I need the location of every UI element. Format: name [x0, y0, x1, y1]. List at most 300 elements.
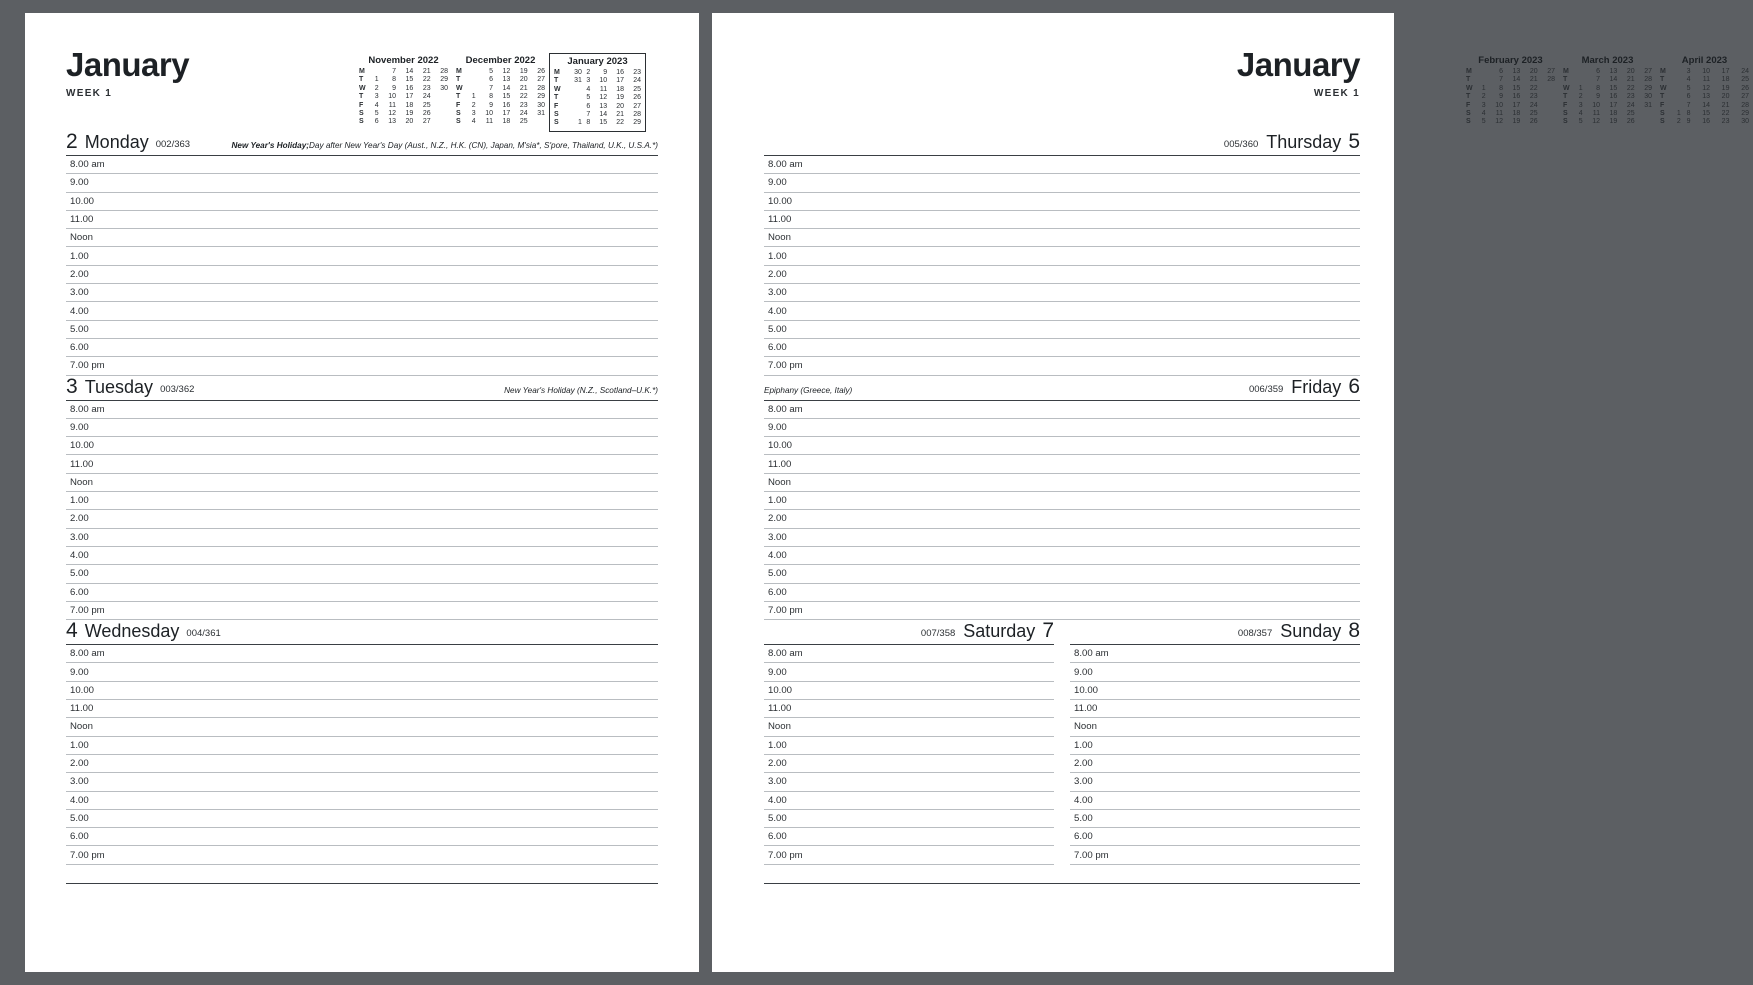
- time-slot[interactable]: [764, 211, 1360, 229]
- mini-calendar-day[interactable]: 23: [633, 69, 641, 76]
- mini-calendar-day[interactable]: 2: [374, 84, 379, 92]
- mini-calendar-day[interactable]: 27: [1644, 68, 1652, 75]
- mini-calendar-day[interactable]: 21: [1529, 76, 1538, 84]
- mini-calendar-day[interactable]: 9: [489, 101, 493, 109]
- mini-calendar-day[interactable]: 6: [1596, 68, 1600, 75]
- mini-calendar-day[interactable]: 10: [388, 93, 396, 101]
- mini-calendar-day[interactable]: 16: [405, 84, 414, 92]
- mini-calendar-day[interactable]: 1: [471, 93, 476, 101]
- mini-calendar-day[interactable]: 22: [616, 119, 625, 127]
- mini-calendar-day[interactable]: 1: [1481, 84, 1486, 92]
- mini-calendar-day[interactable]: 5: [374, 110, 379, 118]
- mini-calendar-day[interactable]: 2: [1578, 93, 1583, 101]
- mini-calendar-day[interactable]: 27: [422, 118, 431, 126]
- time-slot[interactable]: [764, 700, 1054, 718]
- mini-calendar-day[interactable]: [1538, 118, 1555, 126]
- mini-calendar-day[interactable]: 15: [502, 93, 511, 101]
- mini-calendar-day[interactable]: 23: [422, 84, 431, 92]
- mini-calendar-day[interactable]: 1: [1578, 84, 1583, 92]
- mini-calendar-day[interactable]: 28: [633, 111, 641, 119]
- time-slot[interactable]: [66, 602, 658, 620]
- time-slot[interactable]: [66, 247, 658, 265]
- mini-calendar-day[interactable]: 29: [440, 76, 448, 84]
- time-slot[interactable]: [66, 547, 658, 565]
- mini-calendar-day[interactable]: 14: [599, 111, 608, 119]
- mini-calendar-day[interactable]: 22: [1626, 84, 1635, 92]
- mini-calendar-day[interactable]: 15: [1512, 84, 1521, 92]
- mini-calendar-day[interactable]: 7: [489, 84, 493, 92]
- mini-calendar-day[interactable]: 10: [1592, 101, 1600, 109]
- time-slot[interactable]: [764, 266, 1360, 284]
- mini-calendar-day[interactable]: 26: [537, 68, 545, 75]
- mini-calendar-day[interactable]: 4: [1578, 110, 1583, 118]
- mini-calendar-day[interactable]: 18: [616, 85, 625, 93]
- mini-calendar-day[interactable]: 15: [405, 76, 414, 84]
- mini-calendar-day[interactable]: 17: [616, 77, 625, 85]
- time-slot[interactable]: [66, 773, 658, 791]
- mini-calendar-day[interactable]: 5: [1578, 118, 1583, 126]
- mini-calendar-day[interactable]: 2: [586, 69, 591, 76]
- mini-calendar-day[interactable]: [1671, 93, 1681, 101]
- mini-calendar-day[interactable]: 23: [519, 101, 528, 109]
- mini-calendar-day[interactable]: 22: [422, 76, 431, 84]
- mini-calendar-day[interactable]: [1635, 118, 1652, 126]
- time-slot[interactable]: [66, 174, 658, 192]
- mini-calendar-day[interactable]: 7: [1499, 76, 1503, 84]
- mini-calendar-day[interactable]: 25: [1741, 76, 1749, 84]
- mini-calendar-day[interactable]: 5: [586, 94, 591, 102]
- mini-calendar-day[interactable]: 10: [599, 77, 608, 85]
- time-slot[interactable]: [66, 492, 658, 510]
- time-slot[interactable]: [66, 510, 658, 528]
- mini-calendar-day[interactable]: [1538, 85, 1555, 93]
- time-slot[interactable]: [66, 211, 658, 229]
- mini-calendar-day[interactable]: 27: [1547, 68, 1555, 75]
- mini-calendar-day[interactable]: 13: [1609, 68, 1618, 75]
- mini-calendar-day[interactable]: 21: [1626, 76, 1635, 84]
- time-slot[interactable]: [66, 339, 658, 357]
- mini-calendar-day[interactable]: 29: [1741, 110, 1749, 118]
- time-slot[interactable]: [66, 529, 658, 547]
- mini-calendar-day[interactable]: [1671, 85, 1681, 93]
- mini-calendar-day[interactable]: 25: [519, 118, 528, 126]
- mini-calendar-day[interactable]: 11: [1702, 76, 1710, 84]
- mini-calendar-day[interactable]: 23: [1626, 93, 1635, 101]
- mini-calendar-day[interactable]: 22: [1529, 84, 1538, 92]
- mini-calendar-day[interactable]: 19: [1609, 118, 1618, 126]
- mini-calendar-day[interactable]: [431, 93, 448, 101]
- time-slot[interactable]: [764, 455, 1360, 473]
- mini-calendar-day[interactable]: 11: [388, 101, 396, 109]
- mini-calendar-day[interactable]: 10: [1495, 101, 1503, 109]
- time-slot[interactable]: [66, 828, 658, 846]
- time-slot[interactable]: [66, 455, 658, 473]
- mini-calendar-day[interactable]: 25: [633, 85, 641, 93]
- time-slot[interactable]: [66, 419, 658, 437]
- mini-calendar-day[interactable]: 12: [1592, 118, 1600, 126]
- time-slot[interactable]: [764, 828, 1054, 846]
- mini-calendar-day[interactable]: 8: [392, 76, 396, 84]
- mini-calendar-day[interactable]: 8: [1596, 84, 1600, 92]
- mini-calendar-day[interactable]: 30: [1741, 118, 1749, 126]
- time-slot[interactable]: [66, 401, 658, 419]
- mini-calendar-day[interactable]: 25: [422, 101, 431, 109]
- mini-calendar-day[interactable]: [1671, 68, 1681, 76]
- mini-calendar-day[interactable]: 2: [471, 101, 476, 109]
- mini-calendar-day[interactable]: 30: [574, 69, 582, 76]
- mini-calendar-day[interactable]: 31: [537, 110, 545, 118]
- time-slot[interactable]: [764, 584, 1360, 602]
- mini-calendar-day[interactable]: [431, 102, 448, 110]
- mini-calendar-day[interactable]: [1671, 102, 1681, 110]
- mini-calendar-day[interactable]: 16: [1609, 93, 1618, 101]
- mini-calendar-day[interactable]: [1574, 68, 1583, 76]
- mini-calendar-title: March 2023: [1581, 55, 1634, 66]
- mini-calendar-day[interactable]: 9: [603, 69, 608, 76]
- mini-calendar-day[interactable]: 12: [1495, 118, 1503, 126]
- mini-calendar-day[interactable]: 19: [1512, 118, 1521, 126]
- mini-calendar-day[interactable]: [565, 94, 582, 102]
- mini-calendar-day[interactable]: 6: [586, 102, 591, 110]
- mini-calendar-day[interactable]: 20: [1721, 93, 1730, 101]
- mini-calendar-day[interactable]: 23: [1721, 118, 1730, 126]
- mini-calendar-day[interactable]: [565, 103, 582, 111]
- mini-calendar-day[interactable]: 21: [616, 111, 625, 119]
- mini-calendar-day[interactable]: 24: [1529, 101, 1538, 109]
- mini-calendar-day[interactable]: 11: [599, 85, 608, 93]
- time-slot[interactable]: [1070, 846, 1360, 864]
- mini-calendar-day[interactable]: 19: [616, 94, 625, 102]
- time-slot[interactable]: [764, 284, 1360, 302]
- mini-calendar-day[interactable]: 31: [1644, 101, 1652, 109]
- mini-calendar-day[interactable]: 10: [1702, 68, 1710, 75]
- time-slot[interactable]: [66, 357, 658, 375]
- mini-calendar-day[interactable]: 28: [440, 68, 448, 75]
- mini-calendar-day[interactable]: 4: [586, 85, 591, 93]
- mini-calendar-day[interactable]: 27: [1741, 93, 1749, 101]
- holiday-note: New Year's Holiday (N.Z., Scotland–U.K.*): [504, 385, 658, 395]
- time-slot[interactable]: [66, 810, 658, 828]
- mini-calendar-day[interactable]: 7: [586, 111, 591, 119]
- mini-calendar-day[interactable]: 16: [502, 101, 511, 109]
- mini-calendar-day[interactable]: 10: [485, 110, 493, 118]
- mini-calendar-day[interactable]: 6: [1686, 93, 1691, 101]
- time-slot[interactable]: [1070, 755, 1360, 773]
- time-slot[interactable]: [66, 302, 658, 320]
- mini-calendar-day[interactable]: [565, 111, 582, 119]
- time-slot[interactable]: [1070, 828, 1360, 846]
- mini-calendar-day[interactable]: 26: [1626, 118, 1635, 126]
- mini-calendar-day[interactable]: [528, 118, 545, 126]
- mini-calendar-day[interactable]: 16: [1702, 118, 1710, 126]
- mini-calendar-day[interactable]: 16: [1512, 93, 1521, 101]
- time-slot[interactable]: [764, 565, 1360, 583]
- mini-calendar-day[interactable]: 26: [422, 110, 431, 118]
- time-slot[interactable]: [764, 247, 1360, 265]
- mini-calendar-dow: T: [456, 76, 461, 84]
- mini-calendar-day[interactable]: 6: [1499, 68, 1503, 75]
- mini-calendar-day[interactable]: 28: [537, 84, 545, 92]
- mini-calendar-day[interactable]: 20: [519, 76, 528, 84]
- time-slot[interactable]: [66, 229, 658, 247]
- mini-calendar-day[interactable]: [1477, 68, 1486, 76]
- mini-calendar-day[interactable]: 28: [1547, 76, 1555, 84]
- mini-calendar-day[interactable]: [431, 118, 448, 126]
- mini-calendar-day[interactable]: 9: [1686, 118, 1691, 126]
- mini-calendar-day[interactable]: 13: [388, 118, 396, 126]
- mini-calendar-day[interactable]: 25: [1529, 110, 1538, 118]
- mini-calendar-day[interactable]: 19: [519, 68, 528, 75]
- mini-calendar-day[interactable]: 9: [1596, 93, 1600, 101]
- time-slot[interactable]: [764, 529, 1360, 547]
- mini-calendar-day[interactable]: 12: [388, 110, 396, 118]
- time-slot[interactable]: [764, 419, 1360, 437]
- mini-calendar-day[interactable]: 9: [392, 84, 396, 92]
- mini-calendar-day[interactable]: 4: [471, 118, 476, 126]
- mini-calendar-day[interactable]: 3: [1578, 101, 1583, 109]
- mini-calendar-day[interactable]: 30: [440, 84, 448, 92]
- mini-calendar-day[interactable]: 22: [1721, 110, 1730, 118]
- mini-calendar-day[interactable]: 27: [537, 76, 545, 84]
- time-slot[interactable]: [66, 565, 658, 583]
- mini-calendar-day[interactable]: 25: [1626, 110, 1635, 118]
- mini-calendar-day[interactable]: 7: [392, 68, 396, 75]
- time-slot[interactable]: [66, 792, 658, 810]
- time-slot[interactable]: [764, 718, 1054, 736]
- mini-calendar-day[interactable]: [467, 76, 476, 84]
- mini-calendar-day[interactable]: 30: [537, 101, 545, 109]
- time-slot[interactable]: [764, 156, 1360, 174]
- time-slot[interactable]: [66, 645, 658, 663]
- mini-calendar-day[interactable]: [467, 68, 476, 76]
- mini-calendar-day[interactable]: 3: [374, 93, 379, 101]
- mini-calendar-grid: [1563, 68, 1652, 127]
- time-slot[interactable]: [764, 474, 1360, 492]
- time-slot[interactable]: [1070, 810, 1360, 828]
- time-slot[interactable]: [66, 700, 658, 718]
- mini-calendar-day[interactable]: 24: [519, 110, 528, 118]
- mini-calendar-day[interactable]: 15: [1702, 110, 1710, 118]
- mini-calendar-day[interactable]: 18: [502, 118, 511, 126]
- mini-calendar-day[interactable]: 17: [1721, 68, 1730, 75]
- mini-calendar-day[interactable]: 15: [599, 119, 608, 127]
- mini-calendar-day[interactable]: 8: [1686, 110, 1691, 118]
- mini-calendar-day[interactable]: 21: [1721, 101, 1730, 109]
- mini-calendar-day[interactable]: 4: [1481, 110, 1486, 118]
- mini-calendar-day[interactable]: 8: [586, 119, 591, 127]
- time-slot[interactable]: [764, 810, 1054, 828]
- mini-calendar-day[interactable]: [1477, 76, 1486, 84]
- mini-calendar-day[interactable]: 3: [1481, 101, 1486, 109]
- time-slot[interactable]: [1070, 663, 1360, 681]
- mini-calendar-day[interactable]: 1: [374, 76, 379, 84]
- time-slot[interactable]: [764, 229, 1360, 247]
- time-slot[interactable]: [66, 266, 658, 284]
- time-slot[interactable]: [1070, 737, 1360, 755]
- mini-calendar-day[interactable]: 3: [1686, 68, 1691, 75]
- time-slot[interactable]: [764, 846, 1054, 864]
- mini-calendar-day[interactable]: 14: [405, 68, 414, 75]
- mini-calendar-day[interactable]: 13: [502, 76, 511, 84]
- time-slot[interactable]: [764, 174, 1360, 192]
- time-slot[interactable]: [764, 357, 1360, 375]
- mini-calendar-day[interactable]: 16: [616, 69, 625, 76]
- time-slot[interactable]: [66, 718, 658, 736]
- time-slot[interactable]: [66, 156, 658, 174]
- mini-calendar-day[interactable]: 3: [471, 110, 476, 118]
- time-slot[interactable]: [764, 682, 1054, 700]
- mini-calendar-day[interactable]: 22: [519, 93, 528, 101]
- mini-calendar-day[interactable]: 13: [1702, 93, 1710, 101]
- mini-calendar-day[interactable]: 14: [1702, 101, 1710, 109]
- mini-calendar-day[interactable]: 26: [1529, 118, 1538, 126]
- mini-calendar-day[interactable]: 5: [489, 68, 493, 75]
- mini-calendar-row: [359, 102, 448, 110]
- time-slot[interactable]: [1070, 645, 1360, 663]
- mini-calendar-day[interactable]: 18: [405, 101, 414, 109]
- mini-calendar-day[interactable]: 14: [502, 84, 511, 92]
- mini-calendar-day[interactable]: 4: [374, 101, 379, 109]
- mini-calendar-day[interactable]: 11: [1495, 110, 1503, 118]
- mini-calendar-day[interactable]: 5: [1686, 84, 1691, 92]
- mini-calendar-day[interactable]: 24: [1741, 68, 1749, 75]
- time-slot[interactable]: [1070, 718, 1360, 736]
- time-slot[interactable]: [764, 437, 1360, 455]
- time-slot[interactable]: [1070, 682, 1360, 700]
- mini-calendar-day[interactable]: 28: [1741, 101, 1749, 109]
- mini-calendar-day[interactable]: 2: [1481, 93, 1486, 101]
- time-slot[interactable]: [66, 437, 658, 455]
- mini-calendar-day[interactable]: 17: [1609, 101, 1618, 109]
- mini-calendar-day[interactable]: 15: [1609, 84, 1618, 92]
- mini-calendar-day[interactable]: 19: [1721, 84, 1730, 92]
- mini-calendar-day[interactable]: 29: [1644, 84, 1652, 92]
- mini-calendar-day[interactable]: 24: [633, 77, 641, 85]
- time-slot[interactable]: [764, 755, 1054, 773]
- time-slot[interactable]: [66, 737, 658, 755]
- mini-calendar-day[interactable]: [1538, 110, 1555, 118]
- time-slot[interactable]: [66, 284, 658, 302]
- mini-calendar-day[interactable]: 7: [1596, 76, 1600, 84]
- time-slot[interactable]: [1070, 792, 1360, 810]
- mini-calendar-day[interactable]: 6: [489, 76, 493, 84]
- time-slot[interactable]: [66, 584, 658, 602]
- mini-calendar-day[interactable]: 17: [405, 93, 414, 101]
- time-slot[interactable]: [764, 663, 1054, 681]
- time-slot[interactable]: [66, 193, 658, 211]
- time-slot[interactable]: [66, 321, 658, 339]
- time-slot[interactable]: [66, 755, 658, 773]
- mini-calendar-day[interactable]: [1635, 110, 1652, 118]
- time-slot[interactable]: [66, 682, 658, 700]
- mini-calendar-day[interactable]: 18: [1609, 110, 1618, 118]
- mini-calendar-day[interactable]: 11: [1592, 110, 1600, 118]
- mini-calendar-day[interactable]: [1538, 102, 1555, 110]
- mini-calendar-day[interactable]: 3: [586, 77, 591, 85]
- mini-calendar-day[interactable]: 5: [1481, 118, 1486, 126]
- mini-calendar-day[interactable]: 26: [633, 94, 641, 102]
- mini-calendar-day[interactable]: 7: [1686, 101, 1691, 109]
- mini-calendar-day[interactable]: 23: [1529, 93, 1538, 101]
- mini-calendar-day[interactable]: 21: [519, 84, 528, 92]
- mini-calendar-day[interactable]: 29: [537, 93, 545, 101]
- time-slot[interactable]: [764, 193, 1360, 211]
- mini-calendar-day[interactable]: 20: [616, 102, 625, 110]
- mini-calendar-day[interactable]: 1: [1676, 110, 1681, 118]
- mini-calendar-day[interactable]: 13: [599, 102, 608, 110]
- mini-calendar-day[interactable]: 28: [1644, 76, 1652, 84]
- time-slot[interactable]: [1070, 700, 1360, 718]
- mini-calendar-day[interactable]: 27: [633, 102, 641, 110]
- mini-calendar-day[interactable]: 24: [422, 93, 431, 101]
- mini-calendar-day[interactable]: 6: [374, 118, 379, 126]
- mini-calendar-day[interactable]: 11: [485, 118, 493, 126]
- mini-calendar-day[interactable]: 29: [633, 119, 641, 127]
- time-slot[interactable]: [764, 302, 1360, 320]
- mini-calendar-day[interactable]: [1671, 76, 1681, 84]
- mini-calendar-day[interactable]: 17: [1512, 101, 1521, 109]
- time-slot[interactable]: [1070, 773, 1360, 791]
- time-slot[interactable]: [764, 737, 1054, 755]
- mini-calendar-day[interactable]: 19: [405, 110, 414, 118]
- mini-calendar-day[interactable]: 13: [1512, 68, 1521, 75]
- time-slot[interactable]: [66, 663, 658, 681]
- time-slot[interactable]: [764, 510, 1360, 528]
- mini-calendar-day[interactable]: [370, 68, 379, 76]
- time-slot[interactable]: [764, 645, 1054, 663]
- mini-calendar-day[interactable]: [467, 85, 476, 93]
- mini-calendar-day[interactable]: 2: [1676, 118, 1681, 126]
- time-slot[interactable]: [764, 792, 1054, 810]
- mini-calendar-day[interactable]: 24: [1626, 101, 1635, 109]
- mini-calendar-day[interactable]: 30: [1644, 93, 1652, 101]
- mini-calendar-row: [554, 77, 641, 85]
- mini-calendar-day[interactable]: 8: [1499, 84, 1503, 92]
- mini-calendar-day[interactable]: 20: [405, 118, 414, 126]
- time-slot[interactable]: [764, 401, 1360, 419]
- time-slot[interactable]: [764, 339, 1360, 357]
- time-slot[interactable]: [764, 602, 1360, 620]
- mini-calendar-day[interactable]: [565, 86, 582, 94]
- time-slot[interactable]: [66, 846, 658, 864]
- mini-calendar-day[interactable]: 8: [489, 93, 493, 101]
- mini-calendar-day[interactable]: 18: [1721, 76, 1730, 84]
- mini-calendar-day[interactable]: [431, 110, 448, 118]
- mini-calendar-day[interactable]: 14: [1512, 76, 1521, 84]
- time-slot[interactable]: [764, 492, 1360, 510]
- mini-calendar-day[interactable]: 20: [1626, 68, 1635, 75]
- mini-calendar-day[interactable]: 4: [1686, 76, 1691, 84]
- mini-calendar-day[interactable]: 9: [1499, 93, 1503, 101]
- mini-calendar-day[interactable]: 14: [1609, 76, 1618, 84]
- mini-calendar-day[interactable]: 12: [1702, 84, 1710, 92]
- mini-calendar-day[interactable]: 18: [1512, 110, 1521, 118]
- mini-calendar-day[interactable]: 21: [422, 68, 431, 75]
- mini-calendar-day[interactable]: 17: [502, 110, 511, 118]
- time-slot[interactable]: [764, 321, 1360, 339]
- mini-calendar-day[interactable]: [1538, 93, 1555, 101]
- mini-calendar-day[interactable]: 31: [574, 77, 582, 85]
- mini-calendar-day[interactable]: 12: [599, 94, 608, 102]
- mini-calendar-day[interactable]: 1: [577, 119, 582, 127]
- time-slot[interactable]: [764, 773, 1054, 791]
- mini-calendar-day[interactable]: [1574, 76, 1583, 84]
- time-slot[interactable]: [764, 547, 1360, 565]
- mini-calendar-day[interactable]: 26: [1741, 84, 1749, 92]
- time-slot[interactable]: [66, 474, 658, 492]
- mini-calendar-day[interactable]: 20: [1529, 68, 1538, 75]
- mini-calendar-day[interactable]: 12: [502, 68, 511, 75]
